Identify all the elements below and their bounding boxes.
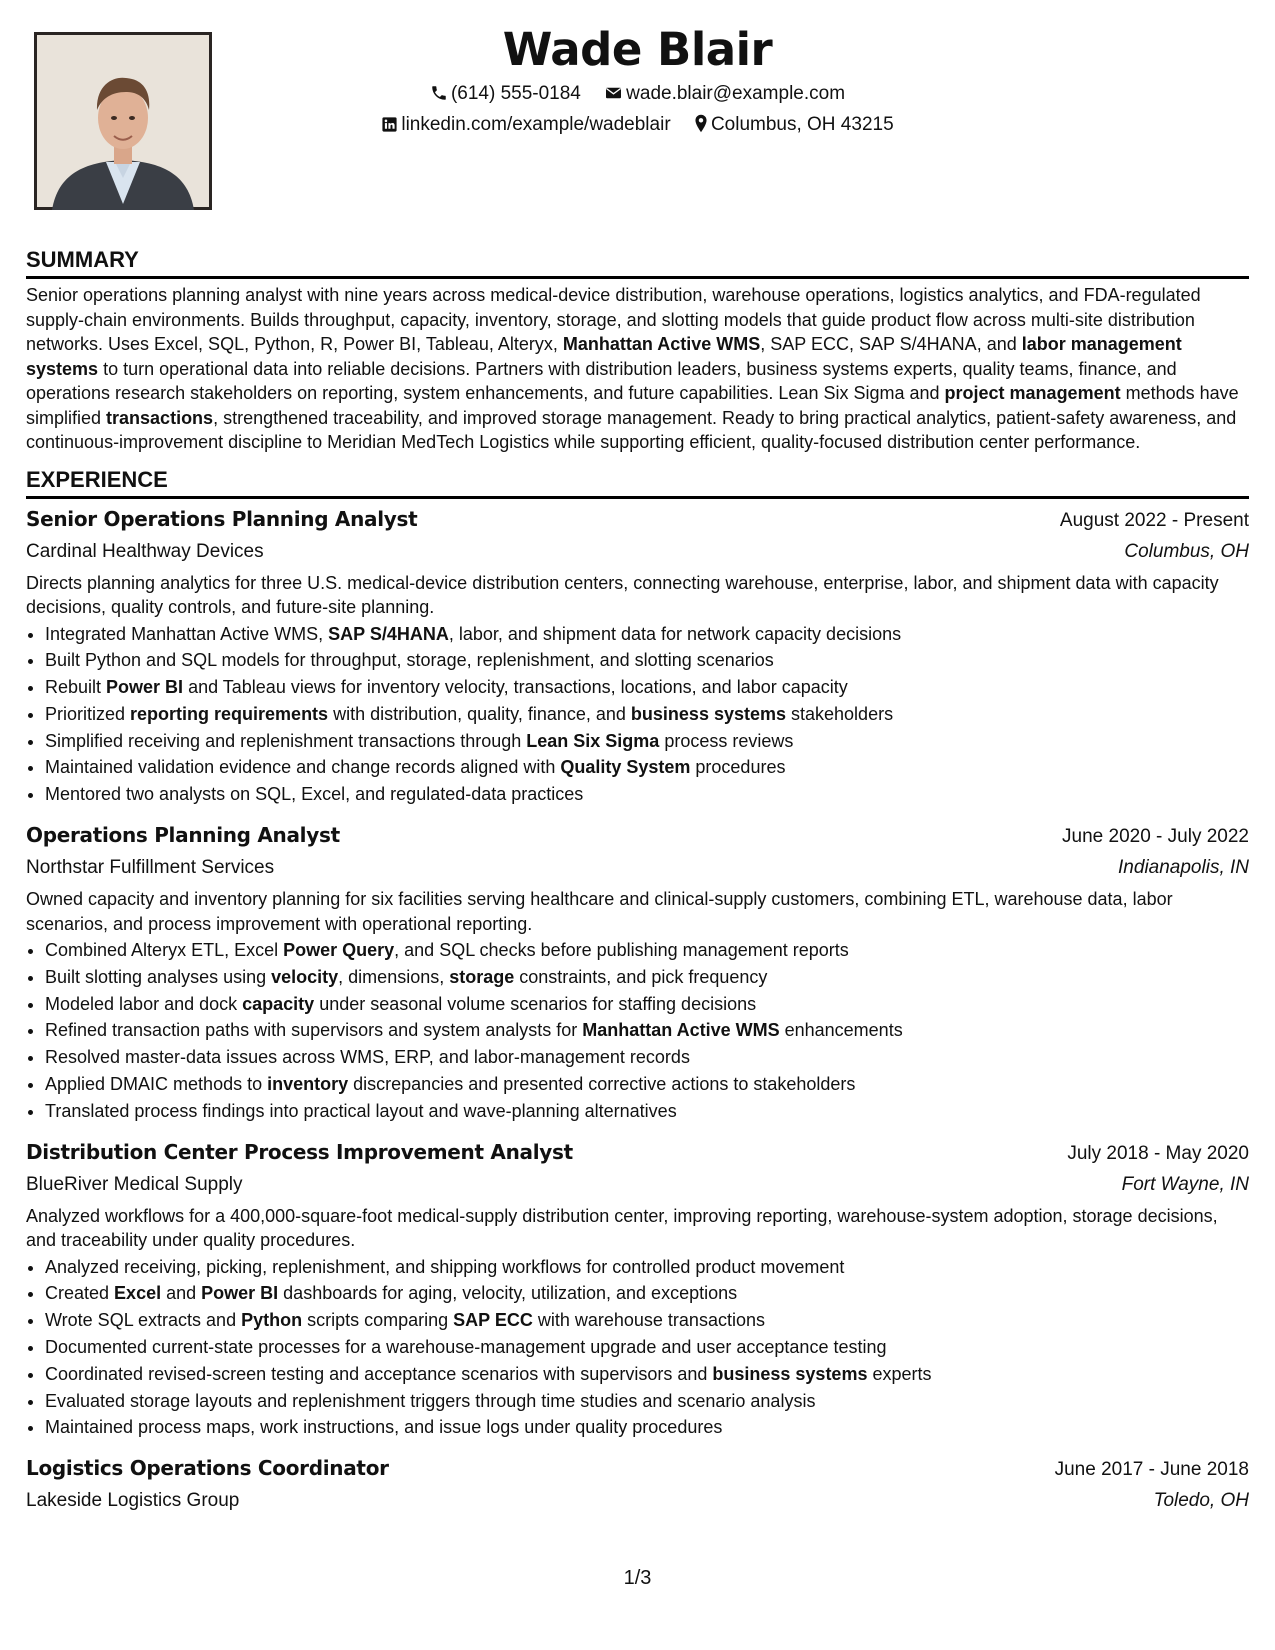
bold-keyword: Manhattan Active WMS [562,334,761,354]
text-run: Modeled labor and dock [45,993,243,1014]
job-dates: August 2022 - Present [1059,509,1249,531]
job-dates: June 2020 - July 2022 [1062,826,1249,848]
bold-keyword: Lean Six Sigma [526,730,660,751]
text-run: , strengthened traceability, and improved storage management. Ready to bring practical analytics, patient-safety awareness, and continuous-improvement discipline to Meridian MedTech Logistics while supporting efficient, quality-focused distribution center performance. [26,407,1237,452]
text-run: procedures [690,757,786,778]
text-run: methods have simplified [26,383,1239,428]
text-run: enhancements [779,1020,903,1041]
bold-keyword: business systems [630,703,787,724]
job-location: Columbus, OH [1124,540,1249,562]
text-run: Maintained validation evidence and change records aligned with [45,757,561,778]
text-run: Senior operations planning analyst with nine years across medical-device distribution, warehouse operations, logistics analytics, and FDA-regulated supply-chain environments. Builds throughput, capacity, inventory, storage, and slotting models that guide product flow across multi-site distribution networks. Uses Excel, SQL, Python, R, Power BI, Tableau, Alteryx, [26,285,1201,354]
job-company: Northstar Fulfillment Services [26,857,275,879]
contact-line-2 [230,109,1045,140]
bullet-item [45,647,1249,674]
text-run: Rebuilt [45,677,107,698]
bold-keyword: velocity [271,966,339,987]
location-contact [694,109,894,140]
job-bullets [26,1254,1249,1442]
job-location: Toledo, OH [1153,1490,1249,1512]
job-dates: July 2018 - May 2020 [1067,1142,1249,1164]
bullet-item [45,964,1249,991]
text-run: Integrated Manhattan Active WMS, [45,623,329,644]
job-list [26,503,1249,1517]
contact-line-1 [230,78,1045,109]
portrait-image [34,32,212,210]
bullet-item [45,1414,1249,1441]
text-run: and [161,1283,202,1304]
bullet-item [45,937,1249,964]
text-run: Documented current-state processes for a warehouse-management upgrade and user acceptance testing [45,1337,887,1358]
job-company: BlueRiver Medical Supply [26,1173,243,1195]
text-run: stakeholders [786,703,894,724]
bold-keyword: Power BI [201,1283,279,1304]
job-dates: June 2017 - June 2018 [1054,1459,1249,1481]
job-title: Operations Planning Analyst [26,823,340,848]
text-run: Built Python and SQL models for throughput, storage, replenishment, and slotting scenarios [45,650,774,671]
job-entry [26,503,1249,809]
text-run: Mentored two analysts on SQL, Excel, and regulated-data practices [45,784,584,805]
text-run: Translated process findings into practical layout and wave-planning alternatives [45,1100,677,1121]
phone-number: (614) 555-0184 [450,83,581,104]
text-run: under seasonal volume scenarios for staffing decisions [314,993,757,1014]
bullet-item [45,1280,1249,1307]
text-run: , SAP ECC, SAP S/4HANA, and [760,334,1022,354]
summary-text [26,283,1249,455]
text-run: dashboards for aging, velocity, utilization, and exceptions [278,1283,738,1304]
experience-heading: EXPERIENCE [26,466,1249,499]
text-run: experts [867,1363,932,1384]
text-run: scripts comparing [302,1310,454,1331]
text-run: Maintained process maps, work instructions, and issue logs under quality procedures [45,1417,723,1438]
text-run: Prioritized [45,703,131,724]
text-run: Created [45,1283,115,1304]
bold-keyword: inventory [267,1074,349,1095]
text-run: Wrote SQL extracts and [45,1310,242,1331]
text-run: to turn operational data into reliable decisions. Partners with distribution leaders, business systems experts, quality teams, finance, and operations research stakeholders on reporting, system enhancements, and future capabilities. Lean Six Sigma and [26,358,1177,403]
job-company: Lakeside Logistics Group [26,1490,240,1512]
bullet-item [45,1254,1249,1281]
summary-section [26,246,1249,455]
text-run: with distribution, quality, finance, and [328,703,631,724]
experience-section [26,466,1249,1517]
job-location: Fort Wayne, IN [1121,1173,1249,1195]
job-entry [26,1452,1249,1516]
job-description: Directs planning analytics for three U.S. medical-device distribution centers, connecting warehouse, enterprise, labor, and shipment data with capacity decisions, quality controls, and future-site planning. [26,572,1219,617]
bullet-item [45,701,1249,728]
bold-keyword: Quality System [560,757,691,778]
text-run: , labor, and shipment data for network capacity decisions [448,623,902,644]
text-run: constraints, and pick frequency [514,966,768,987]
text-run: Resolved master-data issues across WMS, ERP, and labor-management records [45,1047,690,1068]
text-run: , dimensions, [338,966,450,987]
linkedin-icon [381,116,398,133]
text-run: Analyzed receiving, picking, replenishment, and shipping workflows for controlled product movement [45,1256,845,1277]
text-run: Coordinated revised-screen testing and acceptance scenarios with supervisors and [45,1363,713,1384]
job-title: Distribution Center Process Improvement Analyst [26,1139,573,1164]
bold-keyword: Power Query [283,940,395,961]
job-title: Logistics Operations Coordinator [26,1456,389,1481]
bold-keyword: reporting requirements [130,703,329,724]
bullet-item [45,1334,1249,1361]
bold-keyword: SAP ECC [453,1310,533,1331]
text-run: Evaluated storage layouts and replenishment triggers through time studies and scenario analysis [45,1390,816,1411]
text-run: and Tableau views for inventory velocity, transactions, locations, and labor capacity [183,677,848,698]
text-run: Applied DMAIC methods to [45,1074,268,1095]
text-run: discrepancies and presented corrective actions to stakeholders [348,1074,856,1095]
linkedin-contact[interactable] [381,109,670,140]
bold-keyword: Power BI [106,677,184,698]
bullet-item [45,1361,1249,1388]
phone-contact[interactable] [430,78,581,109]
bullet-item [45,674,1249,701]
text-run: with warehouse transactions [532,1310,765,1331]
bullet-item [45,781,1249,808]
job-title: Senior Operations Planning Analyst [26,506,418,531]
text-run: Simplified receiving and replenishment transactions through [45,730,527,751]
email-address: wade.blair@example.com [626,83,846,104]
bullet-item [45,621,1249,648]
bullet-item [45,1044,1249,1071]
candidate-name: Wade Blair [502,23,773,76]
bullet-item [45,1307,1249,1334]
job-description: Analyzed workflows for a 400,000-square-foot medical-supply distribution center, improving reporting, warehouse-system adoption, storage decisions, and traceability under quality procedures. [26,1205,1218,1251]
job-description: Owned capacity and inventory planning for six facilities serving healthcare and clinical-supply customers, combining ETL, warehouse data, labor scenarios, and process improvement with operational reporting. [26,889,1173,934]
phone-icon [430,84,448,102]
bullet-item [45,754,1249,781]
job-bullets [26,621,1249,809]
email-contact[interactable] [604,78,845,109]
map-pin-icon [694,114,708,133]
job-entry [26,1136,1249,1442]
resume-body [26,246,1249,1527]
text-run: Built slotting analyses using [45,966,272,987]
bold-keyword: business systems [712,1363,868,1384]
location-text: Columbus, OH 43215 [710,114,894,135]
bold-keyword: labor management systems [26,334,1182,379]
bold-keyword: project management [944,383,1121,403]
text-run: , and SQL checks before publishing management reports [394,940,849,961]
bullet-item [45,1071,1249,1098]
summary-heading: SUMMARY [26,246,1249,279]
bold-keyword: capacity [242,993,315,1014]
bullet-item [45,991,1249,1018]
bold-keyword: transactions [106,407,214,428]
job-entry [26,819,1249,1125]
text-run: Combined Alteryx ETL, Excel [45,940,284,961]
resume-header [230,22,1045,140]
job-company: Cardinal Healthway Devices [26,540,264,562]
bold-keyword: Excel [114,1283,162,1304]
bullet-item [45,1017,1249,1044]
bold-keyword: SAP S/4HANA [328,623,449,644]
envelope-icon [604,84,623,102]
text-run: process reviews [659,730,794,751]
linkedin-url: linkedin.com/example/wadeblair [401,114,671,135]
bold-keyword: Python [241,1310,303,1331]
page-number: 1/3 [623,1567,652,1589]
profile-photo [34,32,212,210]
job-bullets [26,937,1249,1125]
bullet-item [45,1388,1249,1415]
bold-keyword: storage [449,966,515,987]
bullet-item [45,1098,1249,1125]
job-location: Indianapolis, IN [1118,857,1249,879]
text-run: Refined transaction paths with supervisors and system analysts for [45,1020,583,1041]
bullet-item [45,728,1249,755]
bold-keyword: Manhattan Active WMS [582,1020,780,1041]
